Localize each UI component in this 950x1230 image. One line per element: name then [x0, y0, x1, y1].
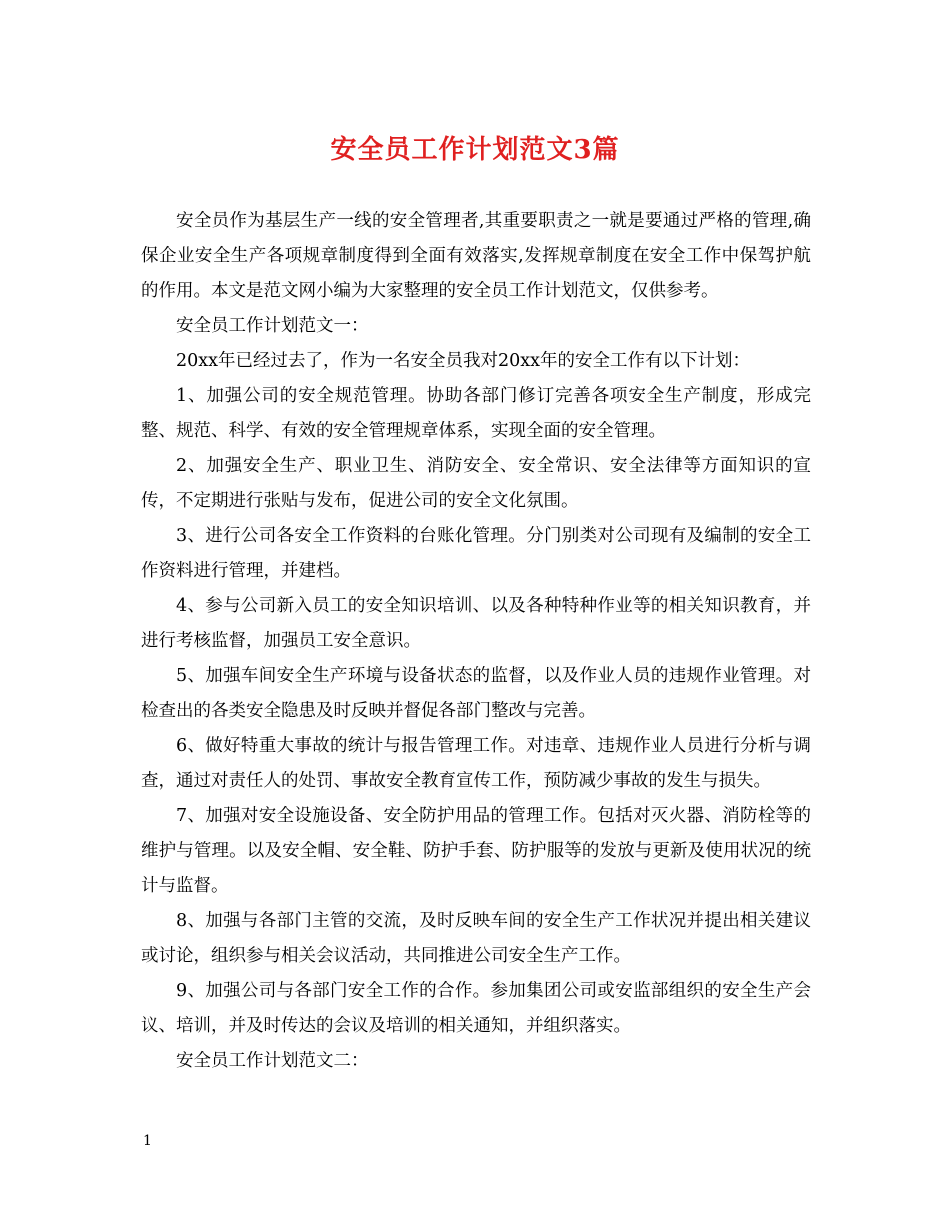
list-item: 2、加强安全生产、职业卫生、消防安全、安全常识、安全法律等方面知识的宣传，不定期进行张贴与发布，促进公司的安全文化氛围。	[141, 456, 811, 511]
list-item: 9、加强公司与各部门安全工作的合作。参加集团公司或安监部组织的安全生产会议、培训，并及时传达的会议及培训的相关通知，并组织落实。	[141, 981, 811, 1036]
document-title: 安全员工作计划范文3篇	[330, 135, 620, 165]
list-item: 8、加强与各部门主管的交流，及时反映车间的安全生产工作状况并提出相关建议或讨论，组织参与相关会议活动，共同推进公司安全生产工作。	[141, 911, 811, 966]
intro-paragraph: 安全员作为基层生产一线的安全管理者,其重要职责之一就是要通过严格的管理,确保企业安全生产各项规章制度得到全面有效落实,发挥规章制度在安全工作中保驾护航的作用。本文是范文网小编为大家整理的安全员工作计划范文，仅供参考。	[141, 211, 811, 301]
list-item: 4、参与公司新入员工的安全知识培训、以及各种特种作业等的相关知识教育，并进行考核监督，加强员工安全意识。	[141, 596, 811, 651]
list-item: 6、做好特重大事故的统计与报告管理工作。对违章、违规作业人员进行分析与调查，通过对责任人的处罚、事故安全教育宣传工作，预防减少事故的发生与损失。	[141, 736, 811, 791]
list-item: 1、加强公司的安全规范管理。协助各部门修订完善各项安全生产制度，形成完整、规范、科学、有效的安全管理规章体系，实现全面的安全管理。	[141, 386, 811, 441]
document-body	[141, 204, 811, 1079]
section-heading-two: 安全员工作计划范文二：	[176, 1051, 369, 1071]
page-number: 1	[143, 1133, 152, 1149]
list-item: 5、加强车间安全生产环境与设备状态的监督，以及作业人员的违规作业管理。对检查出的各类安全隐患及时反映并督促各部门整改与完善。	[141, 666, 811, 721]
section-heading-one: 安全员工作计划范文一：	[176, 316, 369, 336]
body-paragraph: 20xx年已经过去了，作为一名安全员我对20xx年的安全工作有以下计划：	[176, 351, 751, 371]
list-item: 3、进行公司各安全工作资料的台账化管理。分门别类对公司现有及编制的安全工作资料进行管理，并建档。	[141, 526, 811, 581]
list-item: 7、加强对安全设施设备、安全防护用品的管理工作。包括对灭火器、消防栓等的维护与管理。以及安全帽、安全鞋、防护手套、防护服等的发放与更新及使用状况的统计与监督。	[141, 806, 811, 896]
